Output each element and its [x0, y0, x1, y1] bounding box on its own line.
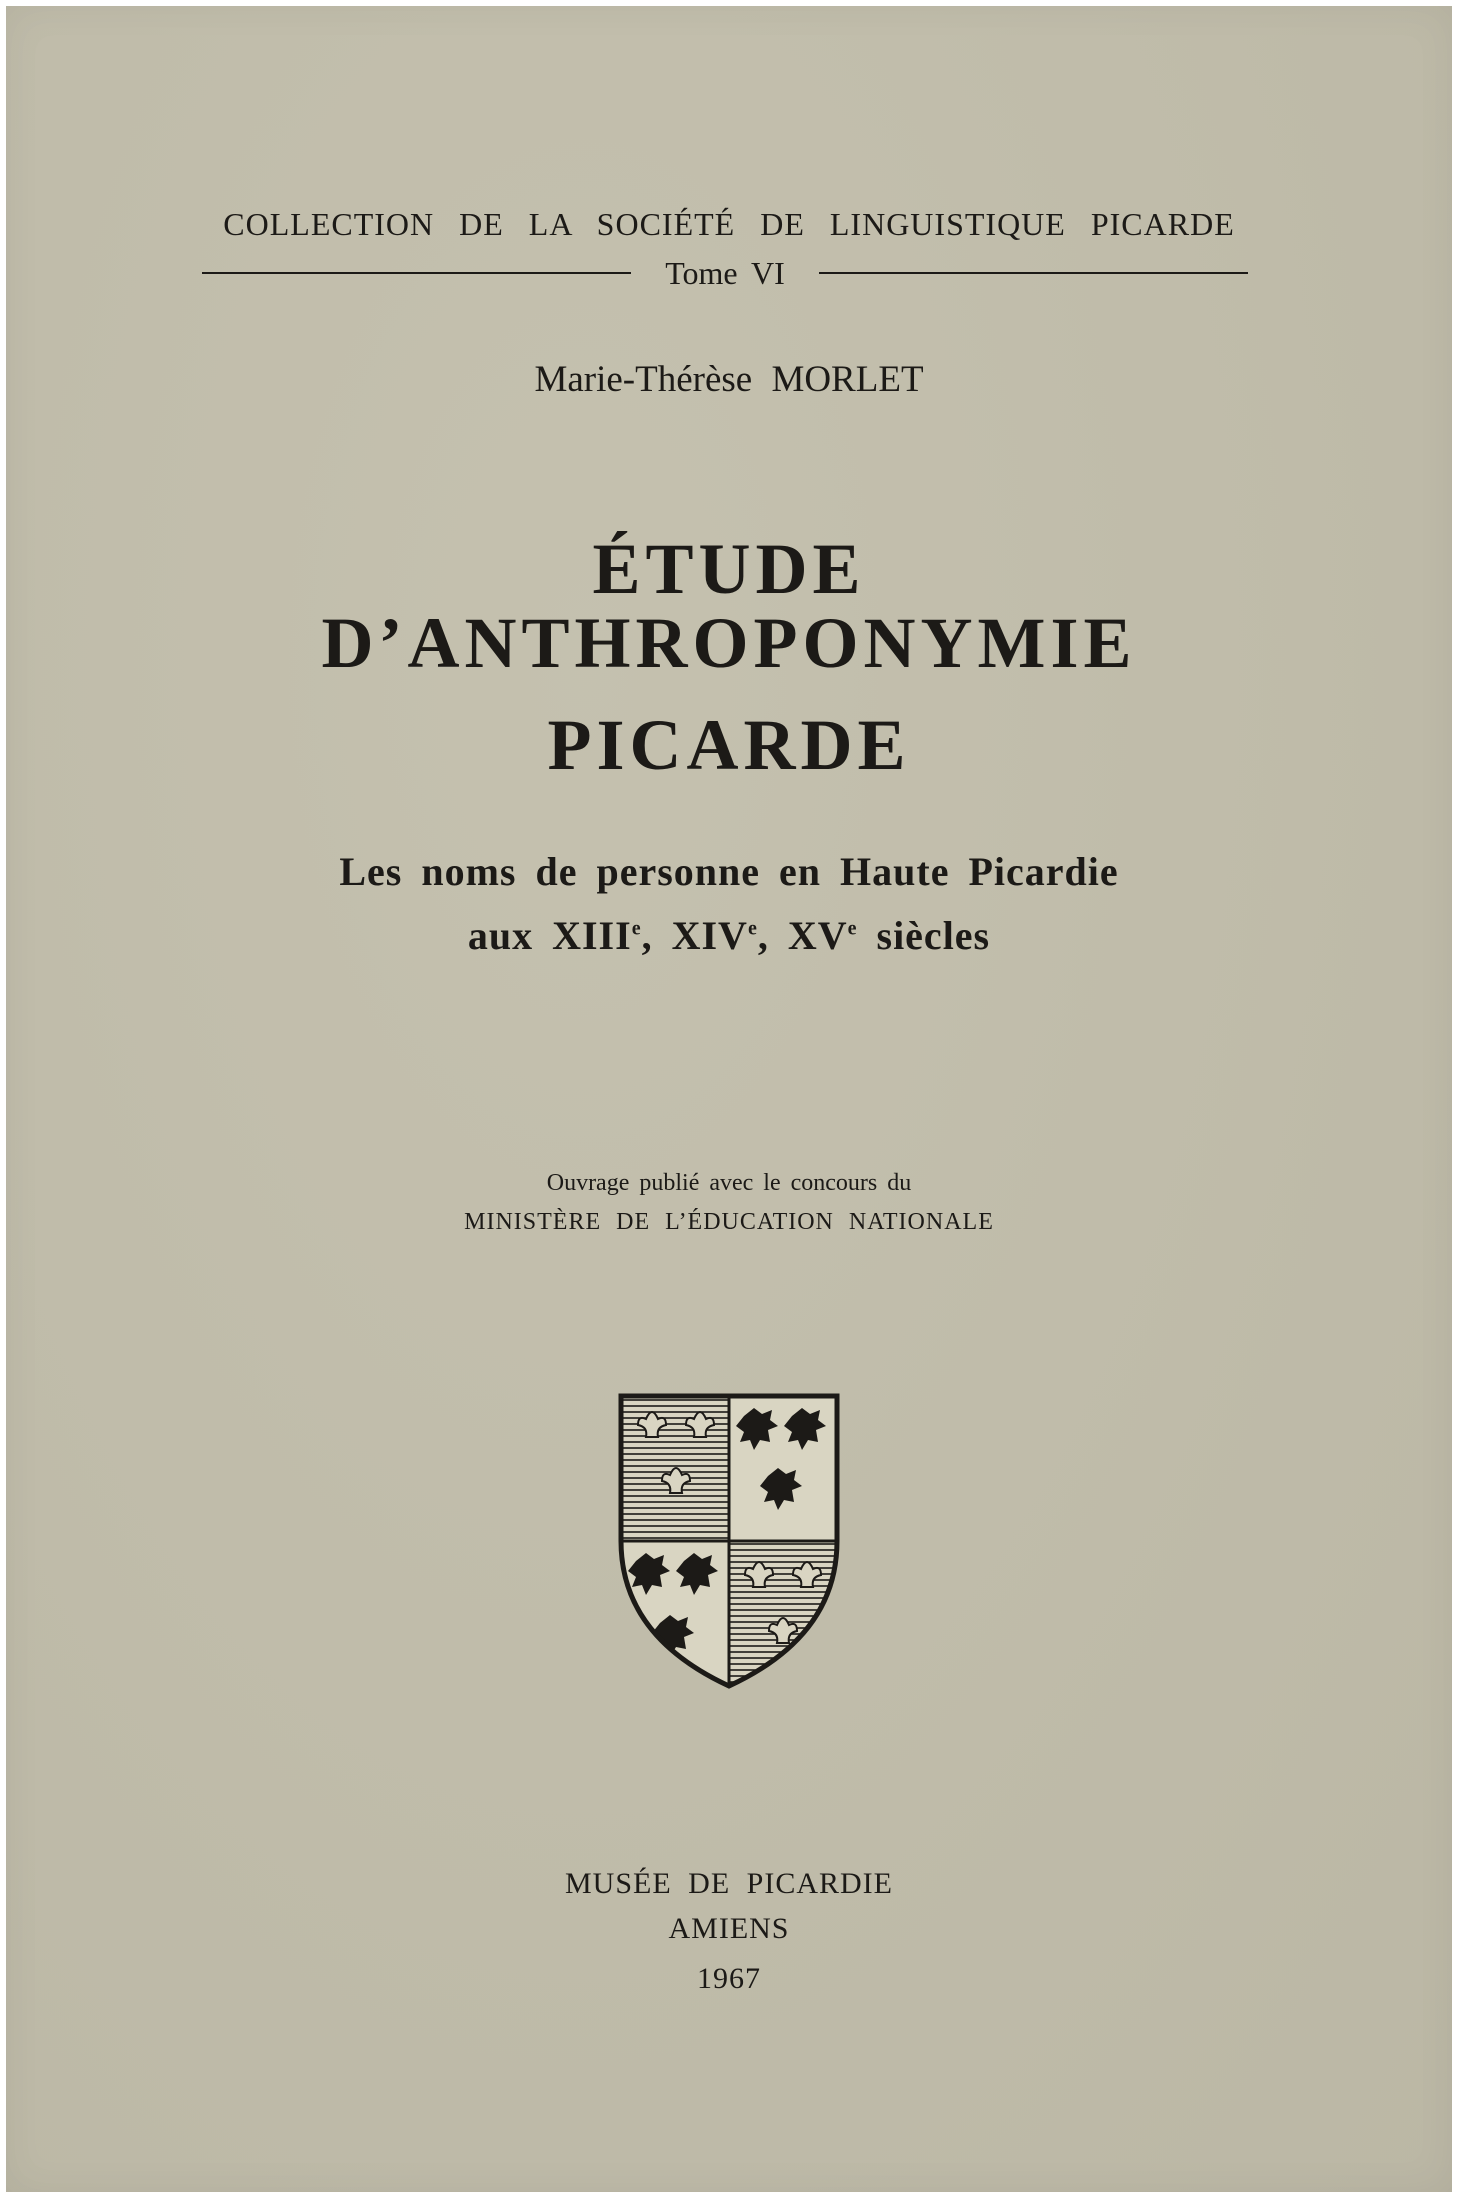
series-title: COLLECTION DE LA SOCIÉTÉ DE LINGUISTIQUE PICARDE	[223, 206, 1235, 242]
tome-line	[202, 251, 1248, 295]
publication-note-line-2: MINISTÈRE DE L’ÉDUCATION NATIONALE	[464, 1209, 994, 1235]
subtitle-line-2	[6, 913, 1452, 958]
subtitle-suffix: siècles	[857, 913, 991, 958]
subtitle-line-1: Les noms de personne en Haute Picardie	[339, 849, 1119, 894]
title-line-1: ÉTUDE	[592, 529, 866, 609]
author-name: Marie-Thérèse MORLET	[534, 359, 924, 400]
publication-year: 1967	[697, 1962, 761, 1995]
tome-number: Tome VI	[665, 254, 785, 291]
superscript-e: e	[847, 917, 858, 940]
subtitle-sep: , XIV	[641, 913, 748, 958]
coat-of-arms-icon	[616, 1391, 842, 1691]
title-line-2: D’ANTHROPONYMIE	[321, 603, 1137, 683]
superscript-e: e	[631, 917, 642, 940]
subtitle-sep-2: , XV	[757, 913, 848, 958]
book-cover	[6, 6, 1452, 2192]
rule-right	[819, 272, 1248, 274]
publisher-name: MUSÉE DE PICARDIE	[564, 1867, 893, 1900]
superscript-e: e	[747, 917, 758, 940]
subtitle-prefix: aux XIII	[467, 913, 632, 958]
title-line-3: PICARDE	[547, 705, 911, 785]
rule-left	[202, 272, 631, 274]
publisher-city: AMIENS	[668, 1912, 790, 1945]
publication-note-line-1: Ouvrage publié avec le concours du	[546, 1170, 912, 1196]
